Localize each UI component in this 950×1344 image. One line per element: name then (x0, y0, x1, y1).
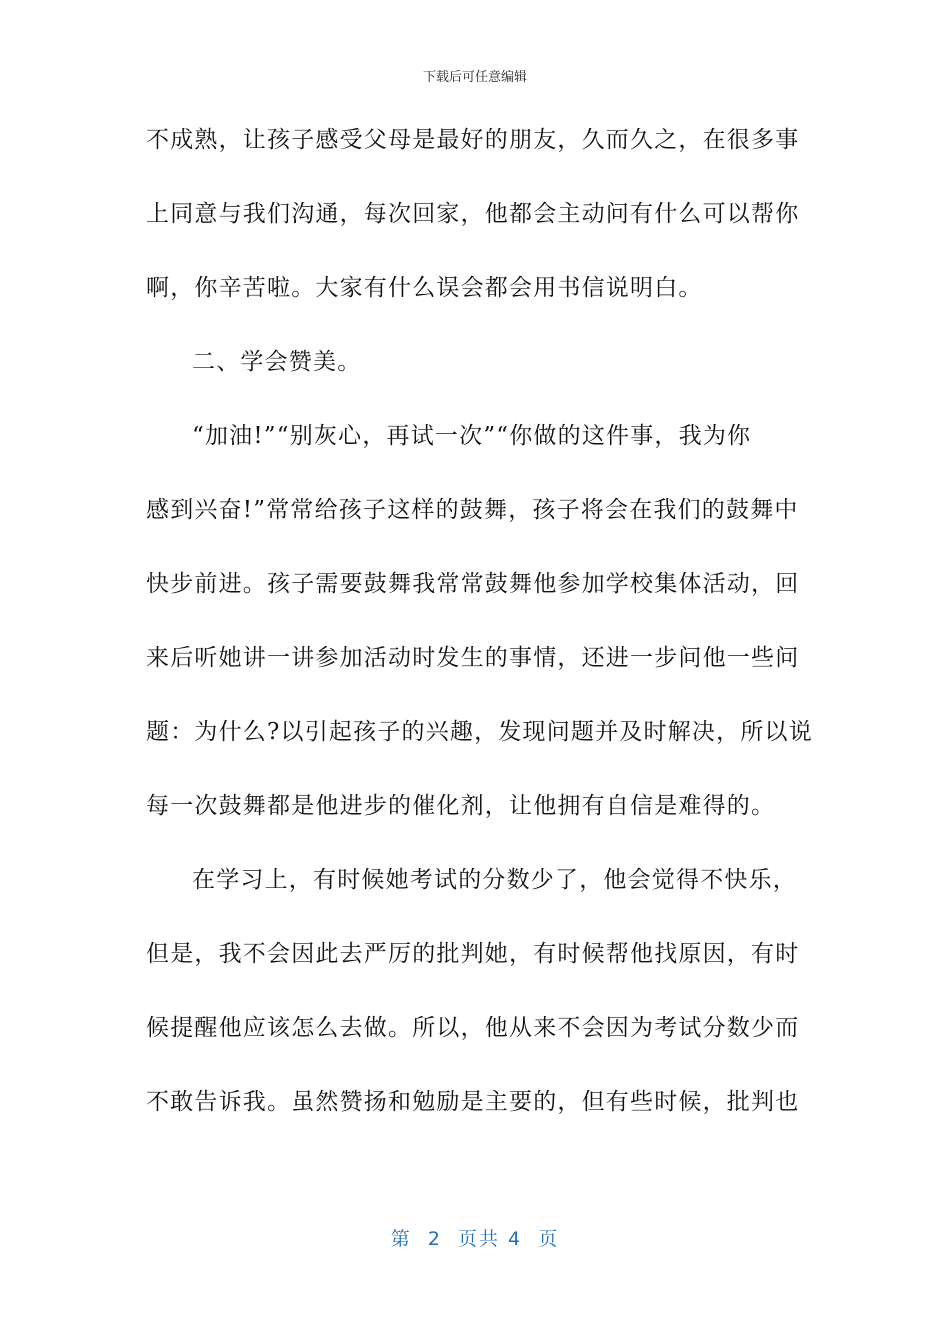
text-line: 快步前进。孩子需要鼓舞我常常鼓舞他参加学校集体活动，回 (146, 571, 800, 597)
text-line: 感到兴奋!”常常给孩子这样的鼓舞，孩子将会在我们的鼓舞中 (146, 497, 799, 523)
text-line: 但是，我不会因此去严厉的批判她，有时候帮他找原因，有时 (146, 941, 800, 967)
text-line: 来后听她讲一讲参加活动时发生的事情，还进一步问他一些问 (146, 645, 800, 671)
text-line: 候提醒他应该怎么去做。所以，他从来不会因为考试分数少而 (146, 1015, 800, 1041)
text-line: 题：为什么?以引起孩子的兴趣，发现问题并及时解决，所以说 (146, 719, 813, 745)
text-line: “加油!”“别灰心，再试一次”“你做的这件事，我为你 (192, 423, 752, 449)
section-heading: 二、学会赞美。 (192, 349, 362, 375)
text-line: 不敢告诉我。虽然赞扬和勉励是主要的，但有些时候，批判也 (146, 1089, 800, 1115)
text-line: 每一次鼓舞都是他进步的催化剂，让他拥有自信是难得的。 (146, 793, 776, 819)
text-line: 上同意与我们沟通，每次回家，他都会主动问有什么可以帮你 (146, 201, 800, 227)
text-line: 啊，你辛苦啦。大家有什么误会都会用书信说明白。 (146, 275, 703, 301)
page-footer: 第 2 页共 4 页 (390, 1228, 560, 1250)
page-header: 下载后可任意编辑 (422, 70, 527, 85)
text-line: 在学习上，有时候她考试的分数少了，他会觉得不快乐， (192, 867, 797, 893)
text-line: 不成熟，让孩子感受父母是最好的朋友，久而久之，在很多事 (146, 127, 800, 153)
